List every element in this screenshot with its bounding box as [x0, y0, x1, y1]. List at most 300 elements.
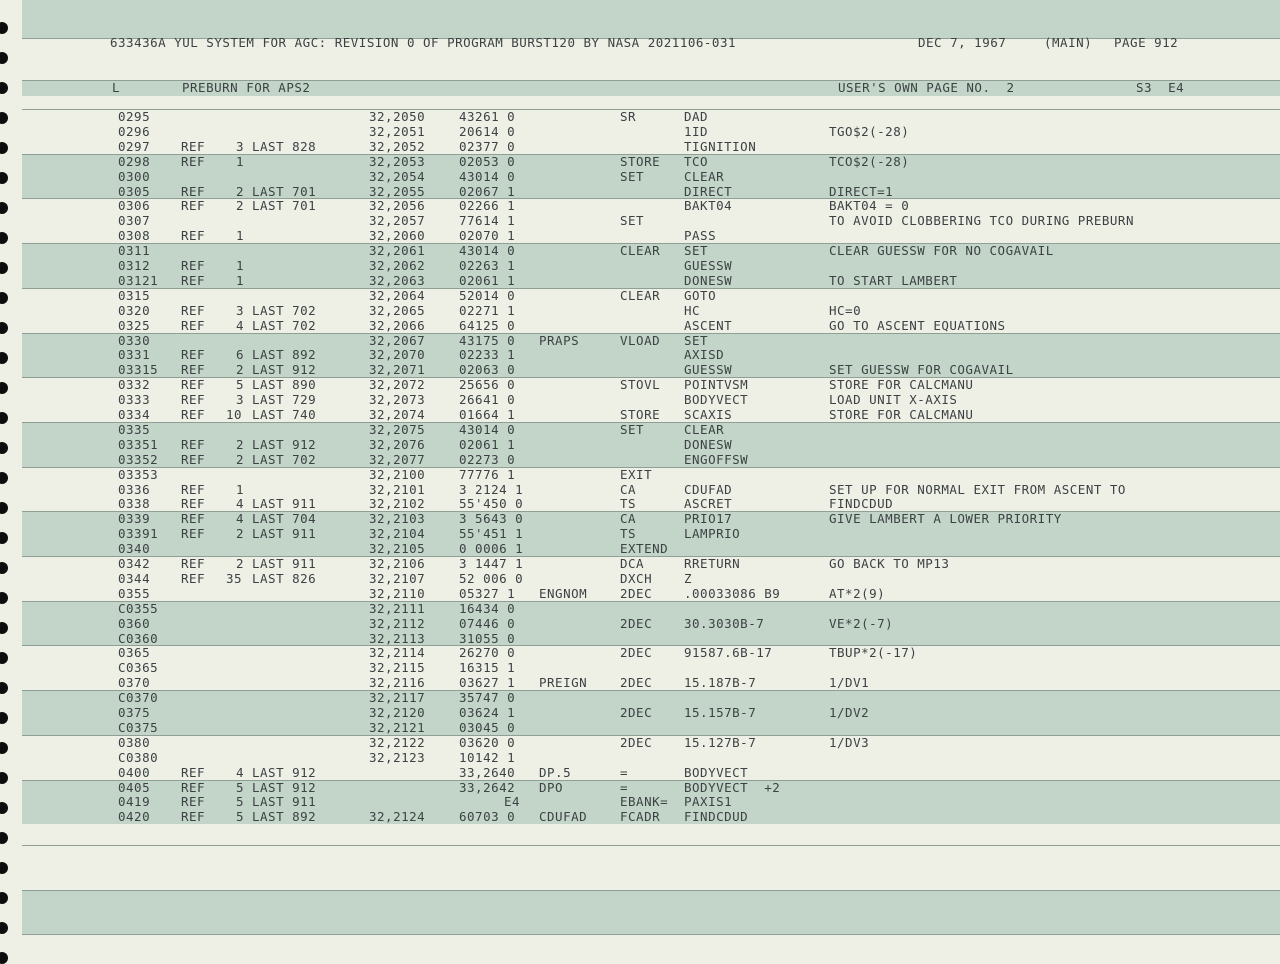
opcode: CLEAR [620, 243, 661, 259]
operand: DAD [684, 109, 709, 124]
last-reference: LAST 729 [252, 392, 317, 408]
operand: 1ID [684, 123, 709, 139]
listing-row [0, 243, 1280, 258]
octal-word: 43014 0 [459, 243, 516, 259]
comment: VE*2(-7) [829, 615, 894, 631]
opcode: FCADR [620, 809, 661, 825]
bank-address: 32,2105 [369, 541, 426, 557]
octal-word: 55'451 1 [459, 526, 524, 542]
listing-row [0, 631, 1280, 646]
octal-word: 77614 1 [459, 213, 516, 229]
bank-address: 32,2077 [369, 451, 426, 467]
ref-marker: REF [181, 258, 206, 273]
last-reference: LAST 912 [252, 362, 317, 378]
last-reference: LAST 911 [252, 556, 317, 571]
line-number: C0370 [118, 690, 159, 706]
operand: FINDCDUD [684, 809, 749, 825]
opcode: = [620, 779, 629, 795]
ref-marker: REF [181, 407, 206, 422]
octal-word: 52 006 0 [459, 570, 524, 586]
octal-word: 16315 1 [459, 660, 516, 676]
label: CDUFAD [539, 809, 588, 825]
operand: BAKT04 [684, 198, 733, 214]
listing-row [0, 377, 1280, 392]
listing-row [0, 690, 1280, 705]
line-number: 0419 [118, 794, 151, 810]
ref-marker: REF [181, 153, 206, 169]
listing-mode: (MAIN) [1044, 35, 1093, 50]
octal-word: 16434 0 [459, 600, 516, 616]
opcode: STORE [620, 407, 661, 422]
line-number: 0338 [118, 496, 151, 512]
feed-hole [0, 922, 8, 934]
bank-address: 32,2120 [369, 705, 426, 720]
ref-marker: REF [181, 183, 206, 199]
line-number: C0380 [118, 749, 159, 765]
feed-hole [0, 862, 8, 874]
comment: 1/DV3 [829, 734, 870, 750]
listing-row [0, 616, 1280, 631]
bank-address: 32,2063 [369, 272, 426, 288]
operand: Z [684, 570, 693, 586]
listing-row [0, 780, 1280, 795]
line-number: 0334 [118, 407, 151, 422]
footer-rule-1 [22, 845, 1280, 846]
ref-marker: REF [181, 764, 206, 780]
listing-row [0, 541, 1280, 556]
opcode: EXTEND [620, 541, 669, 557]
line-number: 0305 [118, 183, 151, 199]
section-codes: S3 E4 [1136, 80, 1185, 95]
bank-address: 32,2112 [369, 615, 426, 631]
comment: SET GUESSW FOR COGAVAIL [829, 362, 1014, 378]
opcode: TS [620, 526, 637, 542]
comment: STORE FOR CALCMANU [829, 407, 974, 422]
opcode: EXIT [620, 466, 653, 482]
listing-row [0, 333, 1280, 348]
octal-word: 43014 0 [459, 421, 516, 437]
ref-count: 3 [236, 138, 245, 154]
bank-address: 32,2104 [369, 526, 426, 542]
octal-word: 03624 1 [459, 705, 516, 720]
opcode: EBANK= [620, 794, 669, 810]
bank-address: 32,2066 [369, 317, 426, 333]
listing-row [0, 482, 1280, 497]
listing-row [0, 273, 1280, 288]
octal-word: 77776 1 [459, 466, 516, 482]
operand: SET [684, 332, 709, 348]
listing-row [0, 556, 1280, 571]
bank-address: 32,2103 [369, 511, 426, 527]
line-number: 0325 [118, 317, 151, 333]
octal-word: 25656 0 [459, 377, 516, 393]
last-reference: LAST 740 [252, 407, 317, 422]
comment: DIRECT=1 [829, 183, 894, 199]
last-reference: LAST 702 [252, 302, 317, 318]
operand: BODYVECT [684, 392, 749, 408]
users-page-number: USER'S OWN PAGE NO. 2 [838, 80, 1015, 95]
last-reference: LAST 702 [252, 451, 317, 467]
bank-address: 32,2102 [369, 496, 426, 512]
bank-address: 32,2075 [369, 421, 426, 437]
ref-marker: REF [181, 779, 206, 795]
listing-row [0, 258, 1280, 273]
line-number: 0297 [118, 138, 151, 154]
bank-address: 32,2071 [369, 362, 426, 378]
opcode: 2DEC [620, 734, 653, 750]
line-number: 0370 [118, 675, 151, 691]
listing-row [0, 318, 1280, 333]
line-number: 0355 [118, 585, 151, 601]
line-number: 0336 [118, 481, 151, 497]
operand: RRETURN [684, 556, 741, 571]
octal-word: 10142 1 [459, 749, 516, 765]
line-number: 0420 [118, 809, 151, 825]
listing-row [0, 526, 1280, 541]
operand: POINTVSM [684, 377, 749, 393]
bank-address: 32,2070 [369, 347, 426, 363]
operand: 91587.6B-17 [684, 645, 773, 661]
comment: TO START LAMBERT [829, 272, 958, 288]
bank-address: 32,2072 [369, 377, 426, 393]
octal-word: 02266 1 [459, 198, 516, 214]
octal-word: 60703 0 [459, 809, 516, 825]
line-number: 0405 [118, 779, 151, 795]
line-number: 03351 [118, 436, 159, 452]
last-reference: LAST 828 [252, 138, 317, 154]
operand: GUESSW [684, 362, 733, 378]
octal-word: 43261 0 [459, 109, 516, 124]
listing-row [0, 362, 1280, 377]
octal-word: 31055 0 [459, 630, 516, 646]
last-reference: LAST 912 [252, 764, 317, 780]
line-number: 0342 [118, 556, 151, 571]
line-number: 0315 [118, 287, 151, 303]
ref-count: 4 [236, 511, 245, 527]
line-number: 0307 [118, 213, 151, 229]
operand: 30.3030B-7 [684, 615, 765, 631]
listing-row [0, 303, 1280, 318]
ref-marker: REF [181, 377, 206, 393]
octal-word: 03620 0 [459, 734, 516, 750]
label: PREIGN [539, 675, 588, 691]
comment: CLEAR GUESSW FOR NO COGAVAIL [829, 243, 1054, 259]
opcode: 2DEC [620, 675, 653, 691]
bank-address: 32,2067 [369, 332, 426, 348]
operand: DONESW [684, 436, 733, 452]
operand: PASS [684, 228, 717, 244]
listing-row [0, 228, 1280, 243]
ref-count: 2 [236, 183, 245, 199]
octal-word: 02233 1 [459, 347, 516, 363]
ref-marker: REF [181, 436, 206, 452]
operand: ENGOFFSW [684, 451, 749, 467]
line-number: 03315 [118, 362, 159, 378]
octal-word: 64125 0 [459, 317, 516, 333]
listing-row [0, 735, 1280, 750]
ref-marker: REF [181, 347, 206, 363]
listing-row [0, 750, 1280, 765]
comment: GIVE LAMBERT A LOWER PRIORITY [829, 511, 1062, 527]
operand: GUESSW [684, 258, 733, 273]
ref-marker: REF [181, 317, 206, 333]
opcode: SET [620, 213, 645, 229]
bank-address: 32,2110 [369, 585, 426, 601]
line-number: 03352 [118, 451, 159, 467]
octal-word: 0 0006 1 [459, 541, 524, 557]
listing-row [0, 765, 1280, 780]
last-reference: LAST 912 [252, 779, 317, 795]
listing-row [0, 288, 1280, 303]
listing-row [0, 645, 1280, 660]
ref-marker: REF [181, 481, 206, 497]
listing-row [0, 496, 1280, 511]
line-number: 0344 [118, 570, 151, 586]
bank-address: 32,2107 [369, 570, 426, 586]
line-number: 0375 [118, 705, 151, 720]
ref-marker: REF [181, 556, 206, 571]
bank-address: 32,2123 [369, 749, 426, 765]
listing-row [0, 675, 1280, 690]
operand: PAXIS1 [684, 794, 733, 810]
bank-address: 32,2053 [369, 153, 426, 169]
listing-row [0, 109, 1280, 124]
bank-address: 32,2061 [369, 243, 426, 259]
ref-marker: REF [181, 511, 206, 527]
operand: .00033086 B9 [684, 585, 781, 601]
bank-address: 32,2051 [369, 123, 426, 139]
bank-address: 32,2050 [369, 109, 426, 124]
octal-word: 02273 0 [459, 451, 516, 467]
octal-word: 26641 0 [459, 392, 516, 408]
listing-row [0, 571, 1280, 586]
ref-count: 35 [226, 570, 243, 586]
line-number: 03121 [118, 272, 159, 288]
bank-address: 32,2052 [369, 138, 426, 154]
bank-address: 32,2076 [369, 436, 426, 452]
octal-word: 33,2642 [459, 779, 516, 795]
line-number: 0320 [118, 302, 151, 318]
opcode: VLOAD [620, 332, 661, 348]
line-number: 0360 [118, 615, 151, 631]
ref-count: 5 [236, 794, 245, 810]
octal-word: 02061 1 [459, 436, 516, 452]
comment: FINDCDUD [829, 496, 894, 512]
bank-address: 32,2117 [369, 690, 426, 706]
section-title: PREBURN FOR APS2 [182, 80, 311, 95]
operand: DONESW [684, 272, 733, 288]
operand: BODYVECT +2 [684, 779, 781, 795]
listing-row [0, 124, 1280, 139]
bank-address: 32,2124 [369, 809, 426, 825]
ref-count: 1 [236, 153, 245, 169]
ref-count: 2 [236, 556, 245, 571]
comment: GO TO ASCENT EQUATIONS [829, 317, 1006, 333]
header-band [22, 0, 1280, 38]
octal-word: 20614 0 [459, 123, 516, 139]
label: ENGNOM [539, 585, 588, 601]
line-number: 0308 [118, 228, 151, 244]
ref-count: 2 [236, 526, 245, 542]
feed-hole [0, 892, 8, 904]
bank-address: 32,2074 [369, 407, 426, 422]
octal-word: 3 5643 0 [459, 511, 524, 527]
ref-count: 4 [236, 317, 245, 333]
opcode: CA [620, 481, 637, 497]
comment: 1/DV2 [829, 705, 870, 720]
ref-count: 3 [236, 392, 245, 408]
opcode: TS [620, 496, 637, 512]
octal-word: 02067 1 [459, 183, 516, 199]
ref-marker: REF [181, 451, 206, 467]
line-number: 0311 [118, 243, 151, 259]
line-number: 0306 [118, 198, 151, 214]
listing-row [0, 794, 1280, 809]
operand: LAMPRIO [684, 526, 741, 542]
comment: 1/DV1 [829, 675, 870, 691]
last-reference: LAST 892 [252, 809, 317, 825]
ref-count: 1 [236, 258, 245, 273]
line-number: 03353 [118, 466, 159, 482]
last-reference: LAST 911 [252, 496, 317, 512]
line-number: C0355 [118, 600, 159, 616]
opcode: SET [620, 168, 645, 184]
operand: ASCRET [684, 496, 733, 512]
ref-count: 5 [236, 809, 245, 825]
bank-address: 32,2106 [369, 556, 426, 571]
bank-address: 32,2064 [369, 287, 426, 303]
operand: SET [684, 243, 709, 259]
last-reference: LAST 704 [252, 511, 317, 527]
bank-address: 32,2101 [369, 481, 426, 497]
line-number: C0360 [118, 630, 159, 646]
opcode: = [620, 764, 629, 780]
feed-hole [0, 952, 8, 964]
footer-rule-2 [22, 890, 1280, 891]
listing-row [0, 407, 1280, 422]
opcode: SR [620, 109, 637, 124]
operand: CLEAR [684, 421, 725, 437]
listing-row [0, 139, 1280, 154]
ref-count: 1 [236, 272, 245, 288]
ref-marker: REF [181, 496, 206, 512]
last-reference: LAST 890 [252, 377, 317, 393]
octal-word: 02263 1 [459, 258, 516, 273]
bank-address: 32,2060 [369, 228, 426, 244]
code-listing [0, 109, 1280, 829]
operand: GOTO [684, 287, 717, 303]
last-reference: LAST 701 [252, 198, 317, 214]
comment: TBUP*2(-17) [829, 645, 918, 661]
ref-count: 4 [236, 764, 245, 780]
ref-count: 2 [236, 436, 245, 452]
operand: HC [684, 302, 701, 318]
comment: TGO$2(-28) [829, 123, 910, 139]
listing-row [0, 198, 1280, 213]
line-number: 0300 [118, 168, 151, 184]
section-flag: L [112, 80, 121, 95]
comment: GO BACK TO MP13 [829, 556, 950, 571]
line-number: 0331 [118, 347, 151, 363]
octal-word: 02061 1 [459, 272, 516, 288]
listing-row [0, 511, 1280, 526]
operand: 15.157B-7 [684, 705, 757, 720]
bank-address: 32,2065 [369, 302, 426, 318]
octal-word: 03045 0 [459, 719, 516, 735]
ref-marker: REF [181, 526, 206, 542]
bank-address: 32,2100 [369, 466, 426, 482]
comment: HC=0 [829, 302, 862, 318]
octal-word: 05327 1 [459, 585, 516, 601]
line-number: 0333 [118, 392, 151, 408]
opcode: SET [620, 421, 645, 437]
operand: SCAXIS [684, 407, 733, 422]
listing-row [0, 720, 1280, 735]
bank-address: 32,2122 [369, 734, 426, 750]
octal-word: 02053 0 [459, 153, 516, 169]
ref-count: 10 [226, 407, 243, 422]
ref-marker: REF [181, 228, 206, 244]
operand: CLEAR [684, 168, 725, 184]
ref-marker: REF [181, 570, 206, 586]
ref-count: 1 [236, 228, 245, 244]
label: DP.5 [539, 764, 572, 780]
opcode: 2DEC [620, 585, 653, 601]
octal-word: 43014 0 [459, 168, 516, 184]
ref-count: 1 [236, 481, 245, 497]
opcode: DXCH [620, 570, 653, 586]
line-number: 0339 [118, 511, 151, 527]
ref-marker: REF [181, 198, 206, 214]
opcode: STORE [620, 153, 661, 169]
last-reference: LAST 701 [252, 183, 317, 199]
listing-row [0, 705, 1280, 720]
operand: TIGNITION [684, 138, 757, 154]
comment: TCO$2(-28) [829, 153, 910, 169]
opcode: CA [620, 511, 637, 527]
listing-row [0, 660, 1280, 675]
opcode: 2DEC [620, 645, 653, 661]
operand: 15.187B-7 [684, 675, 757, 691]
ref-marker: REF [181, 138, 206, 154]
octal-word: 02377 0 [459, 138, 516, 154]
bank-address: 32,2055 [369, 183, 426, 199]
line-number: 0330 [118, 332, 151, 348]
bank-address: 32,2054 [369, 168, 426, 184]
listing-row [0, 452, 1280, 467]
last-reference: LAST 826 [252, 570, 317, 586]
listing-row [0, 422, 1280, 437]
listing-row [0, 467, 1280, 482]
listing-row [0, 437, 1280, 452]
comment: TO AVOID CLOBBERING TCO DURING PREBURN [829, 213, 1134, 229]
page-number: PAGE 912 [1114, 35, 1179, 50]
line-number: 0335 [118, 421, 151, 437]
listing-row [0, 184, 1280, 199]
listing-row [0, 169, 1280, 184]
label: PRAPS [539, 332, 580, 348]
operand: BODYVECT [684, 764, 749, 780]
comment: SET UP FOR NORMAL EXIT FROM ASCENT TO [829, 481, 1126, 497]
footer-band [22, 890, 1280, 934]
operand: PRIO17 [684, 511, 733, 527]
comment: AT*2(9) [829, 585, 886, 601]
last-reference: LAST 702 [252, 317, 317, 333]
system-line: 633436A YUL SYSTEM FOR AGC: REVISION 0 OF PROGRAM BURST120 BY NASA 2021106-031 [110, 35, 736, 50]
bank-address: 32,2057 [369, 213, 426, 229]
comment: LOAD UNIT X-AXIS [829, 392, 958, 408]
line-number: C0375 [118, 719, 159, 735]
